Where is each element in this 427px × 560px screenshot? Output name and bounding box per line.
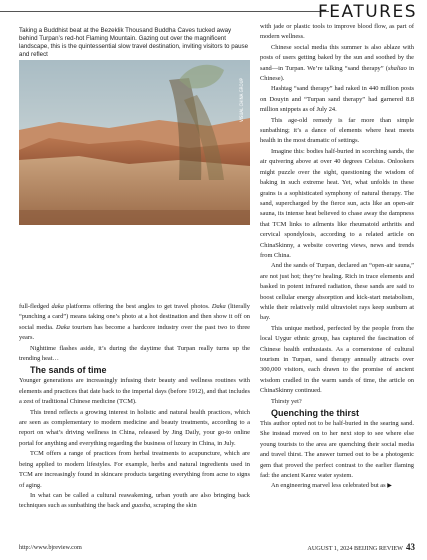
paragraph: full-fledged daka platforms offering the best angles to get travel photos. Daka (literally “punching a card”) means taking one’s photo at a hot destination and then show it off on social media. Daka tourism has become a hardcore industry over the past two to three years. xyxy=(19,303,250,342)
paragraph: In what can be called a cultural reawakening, urban youth are also bringing back techniques such as sunbathing the back and guasha, scraping the skin xyxy=(19,491,250,510)
paragraph: This trend reflects a growing interest in holistic and natural health practices, which are seen as complementary to modern medicine and beauty treatments, according to a report on what’s driving wellness in China, released by Jing Daily, your go-to online portal for anything and everything regarding the business of luxury in China, in July. xyxy=(19,408,250,447)
paragraph: And the sands of Turpan, declared an “open-air sauna,” are not just hot; they’re healing. Rich in trace elements and basked in potent infrared radiation, these sands are said to boost cellular energy absorption and kick-start metabolism, while their relatively mild ultraviolet rays keep sunburn at bay. xyxy=(260,262,414,322)
paragraph: Hashtag “sand therapy” had raked in 440 million posts on Douyin and “Turpan sand therapy” had garnered 8.8 million snippets as of July 24. xyxy=(260,85,414,114)
right-column xyxy=(260,22,414,492)
paragraph: Imagine this: bodies half-buried in scorching sands, the air quivering above at over 40 degrees Celsius. Onlookers might puzzle over the sight, questioning the wisdom of baking in such extreme heat. Yet, what unfolds in these grains is a sophisticated symphony of natural therapy. The sand, supercharged by the fierce sun, acts like an open-air sauna, its intense heat believed to chase away the dampness that TCM links to ailments like rheumatoid arthritis and cervical spondylosis, according to a related article on ChinaSkinny, a website covering views, news and trends from China. xyxy=(260,147,414,259)
subheading: The sands of time xyxy=(30,365,107,376)
footer-date: AUGUST 1, 2024 BEIJING REVIEW xyxy=(307,545,403,552)
photo-caption: Taking a Buddhist beat at the Bezeklik Thousand Buddha Caves tucked away behind Turpan’s red-hot Flaming Mountain. Gazing out over the magnificent landscape, this is the quintessential slow travel destination, inviting visitors to pause and reflect xyxy=(19,27,249,58)
paragraph: Chinese social media this summer is also ablaze with posts of users getting baked by the sun and soothed by the sand—in Turpan. We’re talking “sand therapy” (shaliao in Chinese). xyxy=(260,43,414,83)
paragraph: Thirsty yet? xyxy=(271,397,302,405)
paragraph: An engineering marvel less celebrated but as ▶ xyxy=(271,482,392,490)
header-rule xyxy=(0,11,329,12)
paragraph: This age-old remedy is far more than simple sunbathing; it’s a dance of elements where heat meets health in the most dramatic of settings. xyxy=(260,116,414,145)
photo-credit: VISUAL CHINA GROUP xyxy=(239,78,244,122)
page-number: 43 xyxy=(406,542,415,552)
paragraph: This author opted not to be half-buried in the searing sand. She instead moved on to her next stop to see where else young tourists to the area are quenching their social media and travel thirst. The answer turned out to be a photogenic gem that proved the perfect contrast to the earlier flaming fad: the ancient Karez water system. xyxy=(260,420,414,480)
paragraph: This unique method, perfected by the people from the local Uygur ethnic group, has captured the fascination of Chinese health enthusiasts. As a cornerstone of cultural tourism in Turpan, sand therapy annually attracts over 300,000 visitors, each drawn to the promise of ancient wisdom cradled in the warm sands of time, the article on ChinaSkinny continued. xyxy=(260,324,414,395)
footer-url[interactable]: http://www.bjreview.com xyxy=(19,544,82,551)
feature-photo xyxy=(19,60,250,225)
paragraph: with jade or plastic tools to improve blood flow, as part of modern wellness. xyxy=(260,23,414,41)
section-label: FEATURES xyxy=(317,2,417,22)
paragraph: Younger generations are increasingly infusing their beauty and wellness routines with elements and practices that date back to the imperial days (before 1912), and that includes a zest of traditional Chinese medicine (TCM). xyxy=(19,377,250,406)
continue-arrow-icon: ▶ xyxy=(387,483,392,490)
left-column xyxy=(19,302,250,512)
footer-folio xyxy=(307,542,415,552)
paragraph: Nighttime flashes aside, it’s during the daytime that Turpan really turns up the trending heat… xyxy=(19,344,250,363)
subheading: Quenching the thirst xyxy=(271,408,360,419)
paragraph: TCM offers a range of practices from herbal treatments to acupuncture, which are being applied to modern lifestyles. For example, herbs and natural ingredients used in TCM are increasingly found in skincare products targeting everything from acne to signs of aging. xyxy=(19,450,250,489)
